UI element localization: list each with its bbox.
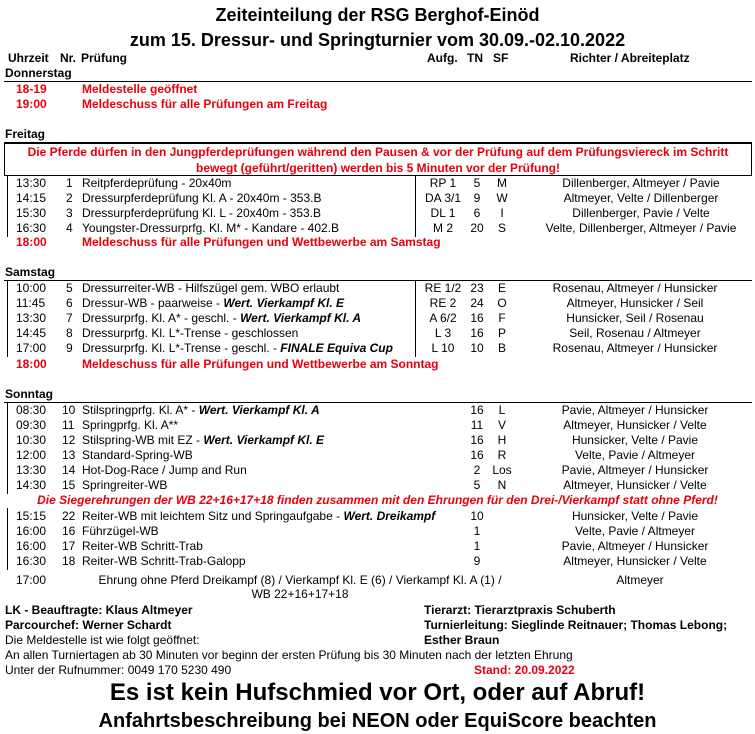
pruefung-name: Reiter-WB mit leichtem Sitz und Springaufgabe - — [82, 509, 344, 523]
row-richter: Hunsicker, Seil / Rosenau — [566, 311, 704, 325]
row-tn: 6 — [473, 206, 481, 220]
row-tn: 1 — [473, 524, 481, 538]
row-tn: 1 — [473, 539, 481, 553]
row-time: 13:30 — [16, 311, 47, 325]
row-pruefung — [82, 326, 298, 340]
wertung-label: Wert. Vierkampf Kl. E — [223, 296, 345, 310]
row-pruefung — [82, 176, 231, 190]
note-time: 19:00 — [16, 97, 47, 111]
row-nr: 14 — [62, 463, 76, 477]
row-tn: 10 — [470, 509, 484, 523]
page-subtitle: zum 15. Dressur- und Springturnier vom 30.09.-02.10.2022 — [129, 30, 626, 50]
pruefung-name: Dressurpferdeprüfung Kl. L - 20x40m - 353.B — [82, 206, 322, 220]
row-aufg: DA 3/1 — [424, 191, 462, 205]
pruefung-name: Dressurprfg. Kl. L*-Trense - geschl. - — [82, 341, 281, 355]
note-text: Meldestelle geöffnet — [82, 82, 198, 96]
pruefung-name: Stilspring-WB mit EZ - — [82, 433, 204, 447]
row-time: 16:30 — [16, 554, 47, 568]
row-sf: R — [497, 448, 507, 462]
row-richter: Altmeyer, Hunsicker / Velte — [563, 418, 707, 432]
header-aufg: Aufg. — [427, 51, 458, 65]
row-sf: V — [497, 418, 506, 432]
ehrung-line: WB 22+16+17+18 — [251, 587, 349, 601]
row-richter: Velte, Pavie / Altmeyer — [574, 524, 696, 538]
row-richter: Pavie, Altmeyer / Hunsicker — [561, 403, 709, 417]
row-tn: 16 — [470, 326, 484, 340]
column-rule — [7, 175, 8, 237]
pruefung-name: Dressurprfg. Kl. L*-Trense - geschlossen — [82, 326, 299, 340]
row-pruefung — [82, 448, 193, 462]
row-richter: Velte, Dillenberger, Altmeyer / Pavie — [545, 221, 737, 235]
row-tn: 20 — [470, 221, 484, 235]
column-rule — [7, 402, 8, 494]
meldestelle-info: Die Meldestelle ist wie folgt geöffnet: — [5, 633, 200, 647]
row-sf: O — [497, 296, 507, 310]
row-pruefung — [82, 463, 247, 477]
row-sf: I — [500, 206, 504, 220]
row-time: 14:30 — [16, 478, 47, 492]
row-richter: Altmeyer — [616, 573, 664, 587]
pruefung-name: Dressurprfg. Kl. A* - geschl. - — [82, 311, 241, 325]
meldeschuss-text: Meldeschuss für alle Prüfungen und Wettbewerbe am Sonntag — [82, 357, 439, 371]
lk-beauftragte: LK - Beauftragte: Klaus Altmeyer — [5, 603, 193, 617]
row-time: 14:15 — [16, 191, 47, 205]
row-richter: Hunsicker, Velte / Pavie — [571, 433, 699, 447]
row-nr: 2 — [66, 191, 73, 205]
row-sf: L — [498, 403, 506, 417]
row-richter: Altmeyer, Hunsicker / Velte — [563, 478, 707, 492]
page-title: Zeiteinteilung der RSG Berghof-Einöd — [215, 5, 540, 25]
ehrung-line: Ehrung ohne Pferd Dreikampf (8) / Vierkampf Kl. E (6) / Vierkampf Kl. A (1) / — [98, 573, 502, 587]
row-nr: 5 — [66, 281, 73, 295]
row-pruefung — [82, 524, 159, 538]
meldeschuss-time: 18:00 — [16, 357, 47, 371]
pruefung-name: Reitpferdeprüfung - 20x40m — [82, 176, 232, 190]
header-sf: SF — [493, 51, 509, 65]
rufnummer: Unter der Rufnummer: 0049 170 5230 490 — [5, 663, 232, 677]
row-richter: Dillenberger, Pavie / Velte — [572, 206, 710, 220]
wertung-label: Wert. Vierkampf Kl. A — [240, 311, 361, 325]
row-pruefung — [82, 311, 361, 325]
pruefung-name: Dressur-WB - paarweise - — [82, 296, 224, 310]
row-sf: F — [498, 311, 506, 325]
row-sf: W — [496, 191, 508, 205]
row-richter: Velte, Pavie / Altmeyer — [574, 448, 696, 462]
row-time: 17:00 — [16, 341, 47, 355]
row-pruefung — [82, 554, 246, 568]
row-sf: B — [497, 341, 506, 355]
pruefung-name: Stilspringprfg. Kl. A* - — [82, 403, 199, 417]
wertung-label: Wert. Dreikampf — [343, 509, 436, 523]
turniertage-info: An allen Turniertagen ab 30 Minuten vor beginn der ersten Prüfung bis 30 Minuten nach der letzten Ehrung — [5, 648, 573, 662]
row-tn: 16 — [470, 311, 484, 325]
stand-date: Stand: 20.09.2022 — [474, 663, 575, 677]
row-sf: E — [497, 281, 506, 295]
row-nr: 16 — [62, 524, 76, 538]
row-tn: 11 — [470, 418, 484, 432]
row-richter: Rosenau, Altmeyer / Hunsicker — [552, 281, 718, 295]
pruefung-name: Dressurreiter-WB - Hilfszügel gem. WBO erlaubt — [82, 281, 340, 295]
row-nr: 12 — [62, 433, 76, 447]
anfahrt-notice: Anfahrtsbeschreibung bei NEON oder EquiScore beachten — [98, 710, 657, 732]
row-tn: 5 — [473, 176, 481, 190]
row-aufg: RP 1 — [429, 176, 457, 190]
notice-line: Die Pferde dürfen in den Jungpferdeprüfungen während den Pausen & vor der Prüfung auf dem Prüfungsviereck im Schritt — [27, 145, 729, 159]
row-time: 15:15 — [16, 509, 47, 523]
row-nr: 15 — [62, 478, 76, 492]
row-time: 16:30 — [16, 221, 47, 235]
row-tn: 2 — [473, 463, 481, 477]
column-rule — [7, 280, 8, 357]
column-rule — [7, 508, 8, 570]
row-pruefung — [82, 221, 339, 235]
meldeschuss-time: 18:00 — [16, 235, 47, 249]
row-time: 16:00 — [16, 524, 47, 538]
row-pruefung — [82, 403, 320, 417]
row-time: 11:45 — [16, 296, 46, 310]
row-nr: 18 — [62, 554, 76, 568]
row-aufg: L 10 — [431, 341, 455, 355]
row-time: 13:30 — [16, 176, 47, 190]
row-tn: 10 — [470, 341, 484, 355]
row-tn: 9 — [473, 554, 481, 568]
row-time: 10:30 — [16, 433, 47, 447]
row-tn: 24 — [470, 296, 484, 310]
note-time: 18-19 — [16, 82, 47, 96]
header-tn: TN — [467, 51, 483, 65]
row-aufg: M 2 — [432, 221, 453, 235]
row-richter: Altmeyer, Hunsicker / Velte — [563, 554, 707, 568]
pruefung-name: Reiter-WB Schritt-Trab — [82, 539, 203, 553]
day-sonntag: Sonntag — [5, 387, 53, 401]
wertung-label: FINALE Equiva Cup — [280, 341, 393, 355]
row-sf: Los — [492, 463, 512, 477]
row-aufg: RE 2 — [429, 296, 457, 310]
turnierleitung-cont: Esther Braun — [424, 633, 500, 647]
row-sf: N — [497, 478, 507, 492]
row-richter: Hunsicker, Velte / Pavie — [571, 509, 699, 523]
row-time: 10:00 — [16, 281, 47, 295]
row-aufg: L 3 — [434, 326, 452, 340]
row-nr: 8 — [66, 326, 73, 340]
row-pruefung — [82, 433, 324, 447]
pruefung-name: Springprfg. Kl. A** — [82, 418, 179, 432]
row-time: 14:45 — [16, 326, 47, 340]
row-pruefung — [82, 281, 339, 295]
row-sf: S — [497, 221, 506, 235]
header-richter: Richter / Abreiteplatz — [570, 51, 690, 65]
notice-line: bewegt (geführt/geritten) werden bis 5 Minuten vor der Prüfung! — [195, 161, 560, 175]
row-aufg: DL 1 — [430, 206, 456, 220]
row-pruefung — [82, 478, 167, 492]
row-nr: 1 — [66, 176, 73, 190]
row-richter: Altmeyer, Velte / Dillenberger — [563, 191, 719, 205]
row-tn: 9 — [473, 191, 481, 205]
row-richter: Pavie, Altmeyer / Hunsicker — [561, 463, 709, 477]
row-tn: 23 — [470, 281, 484, 295]
row-richter: Seil, Rosenau / Altmeyer — [569, 326, 701, 340]
row-tn: 16 — [470, 433, 484, 447]
header-time: Uhrzeit — [8, 51, 49, 65]
row-richter: Pavie, Altmeyer / Hunsicker — [561, 539, 709, 553]
row-nr: 4 — [66, 221, 73, 235]
row-richter: Dillenberger, Altmeyer / Pavie — [562, 176, 720, 190]
pruefung-name: Dressurpferdeprüfung Kl. A - 20x40m - 353.B — [82, 191, 322, 205]
row-time: 12:00 — [16, 448, 47, 462]
row-pruefung — [82, 418, 178, 432]
row-time: 15:30 — [16, 206, 47, 220]
header-pruefung: Prüfung — [81, 51, 127, 65]
row-aufg: A 6/2 — [429, 311, 457, 325]
row-pruefung — [82, 509, 435, 523]
row-sf: P — [497, 326, 506, 340]
row-nr: 22 — [62, 509, 76, 523]
row-sf: M — [497, 176, 507, 190]
day-donnerstag: Donnerstag — [5, 66, 72, 80]
day-samstag: Samstag — [5, 265, 56, 279]
row-time: 17:00 — [16, 573, 47, 587]
row-richter: Altmeyer, Hunsicker / Seil — [566, 296, 704, 310]
row-pruefung — [82, 539, 203, 553]
row-pruefung — [82, 341, 393, 355]
column-rule — [415, 175, 416, 237]
pruefung-name: Führzügel-WB — [82, 524, 159, 538]
pruefung-name: Hot-Dog-Race / Jump and Run — [82, 463, 247, 477]
row-nr: 11 — [62, 418, 75, 432]
hufschmied-notice: Es ist kein Hufschmied vor Ort, oder auf Abruf! — [109, 679, 646, 706]
row-nr: 13 — [62, 448, 76, 462]
row-time: 16:00 — [16, 539, 47, 553]
row-aufg: RE 1/2 — [424, 281, 462, 295]
jungpferde-notice — [4, 143, 752, 176]
row-nr: 17 — [62, 539, 76, 553]
row-nr: 6 — [66, 296, 73, 310]
row-pruefung — [82, 296, 344, 310]
row-pruefung — [82, 191, 321, 205]
row-richter: Rosenau, Altmeyer / Hunsicker — [552, 341, 718, 355]
tierarzt: Tierarzt: Tierarztpraxis Schuberth — [424, 603, 616, 617]
row-nr: 9 — [66, 341, 73, 355]
meldeschuss-text: Meldeschuss für alle Prüfungen und Wettbewerbe am Samstag — [82, 235, 441, 249]
row-time: 08:30 — [16, 403, 47, 417]
row-time: 09:30 — [16, 418, 47, 432]
pruefung-name: Reiter-WB Schritt-Trab-Galopp — [82, 554, 246, 568]
row-pruefung — [82, 206, 321, 220]
pruefung-name: Youngster-Dressurprfg. Kl. M* - Kandare - 402.B — [82, 221, 340, 235]
siegerehrung-note: Die Siegerehrungen der WB 22+16+17+18 finden zusammen mit den Ehrungen für den Drei-/Vierkampf statt ohne Pferd! — [37, 493, 718, 507]
day-freitag: Freitag — [5, 127, 46, 141]
turnierleitung: Turnierleitung: Sieglinde Reitnauer; Thomas Lebong; — [424, 618, 728, 632]
wertung-label: Wert. Vierkampf Kl. A — [198, 403, 320, 417]
pruefung-name: Springreiter-WB — [82, 478, 168, 492]
parcourchef: Parcourchef: Werner Schardt — [5, 618, 172, 632]
row-time: 13:30 — [16, 463, 47, 477]
row-tn: 16 — [470, 403, 484, 417]
row-nr: 3 — [66, 206, 73, 220]
row-sf: H — [497, 433, 507, 447]
wertung-label: Wert. Vierkampf Kl. E — [203, 433, 325, 447]
row-tn: 16 — [470, 448, 484, 462]
row-nr: 7 — [66, 311, 73, 325]
row-tn: 5 — [473, 478, 481, 492]
note-text: Meldeschuss für alle Prüfungen am Freitag — [82, 97, 328, 111]
column-rule — [415, 280, 416, 357]
pruefung-name: Standard-Spring-WB — [82, 448, 193, 462]
row-nr: 10 — [62, 403, 76, 417]
header-nr: Nr. — [60, 51, 77, 65]
